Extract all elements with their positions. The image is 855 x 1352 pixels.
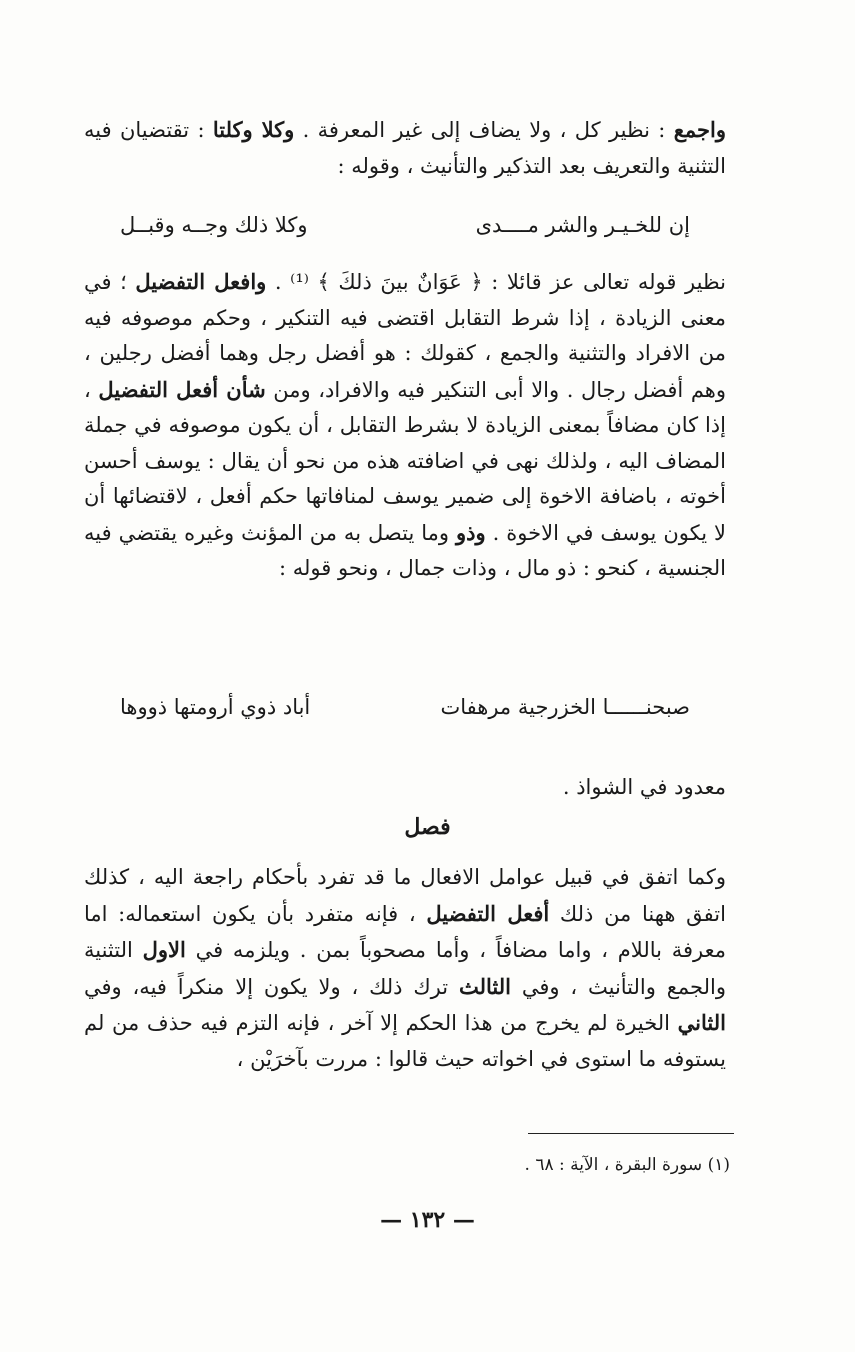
term-dhu: وذو <box>456 519 486 545</box>
verse-2-hemistich-1: صبحنــــــا الخزرجية مرهفات <box>440 695 690 719</box>
para2-text3: ، إذا كان مضافاً بمعنى الزيادة لا بشرط التقابل ، أن يكون موصوفه في جملة المضاف اليه ، ولذلك نهى في اضافته هذه من نحو أن يقال : يوسف أحسن أخوته ، باضافة الاخوة إلى ضمير يوسف لمنافاتها حكم أفعل ، لاقتضائها أن لا يكون يوسف في الاخوة . <box>84 377 726 545</box>
term-wajmaa: واجمع <box>673 117 726 142</box>
page-number: — ١٣٢ — <box>380 1207 475 1233</box>
term-thani: الثاني <box>677 1010 726 1035</box>
footnote: (١) سورة البقرة ، الآية : ٦٨ . <box>524 1155 730 1175</box>
verse-2-hemistich-2: أباد ذوي أرومتها ذووها <box>120 695 311 719</box>
para4-text2: ، فإنه متفرد بأن يكون استعماله: اما معرفة باللام ، واما مضافاً ، وأما مصحوباً بمن . ويلزمه في <box>84 901 727 962</box>
para2-text4: وما يتصل به من المؤنث وغيره يقتضي فيه الجنسية ، كنحو : ذو مال ، وذات جمال ، ونحو قوله : <box>84 520 726 580</box>
paragraph-4 <box>84 860 726 1077</box>
para4-text5: الخيرة لم يخرج من هذا الحكم إلا آخر ، فإنه التزم فيه حذف من لم يستوفه ما استوى في اخواته حيث قالوا : مررت بآخرَيْن ، <box>84 1011 726 1071</box>
para1-text2: : تقتضيان فيه التثنية والتعريف بعد التذكير والتأنيث ، وقوله : <box>84 118 726 178</box>
footnote-divider <box>528 1133 734 1134</box>
para4-text4: ترك ذلك ، ولا يكون إلا منكراً فيه، وفي <box>84 974 459 999</box>
para4-text3: التثنية والجمع والتأنيث ، وفي <box>84 938 726 999</box>
verse-1-hemistich-1: إن للخـيـر والشر مــــدى <box>475 213 690 237</box>
term-shan-afal: شأن أفعل التفضيل <box>98 376 266 402</box>
term-awwal: الاول <box>142 937 186 962</box>
verse-2 <box>120 690 690 725</box>
term-kila-kilta: وكلا وكلتا <box>212 117 295 142</box>
paragraph-3 <box>84 770 726 806</box>
para4-text1: وكما اتفق في قبيل عوامل الافعال ما قد تفرد بأحكام راجعة اليه ، كذلك اتفق ههنا من ذلك <box>84 865 726 926</box>
term-afal-tafdil: وافعل التفضيل <box>135 269 267 294</box>
verse-1 <box>120 208 690 243</box>
para2-text2: ؛ في معنى الزيادة ، إذا شرط التقابل اقتضى فيه التنكير ، وحكم موصوفه فيه من الافراد والتثنية والجمع ، كقولك : هو أفضل رجل وهما أفضل رجلين ، وهم أفضل رجال . والا أبى التنكير فيه والافراد، ومن <box>84 270 727 402</box>
verse-1-hemistich-2: وكلا ذلك وجــه وقبــل <box>120 213 308 237</box>
term-thalith: الثالث <box>458 973 511 999</box>
para1-text1: : نظير كل ، ولا يضاف إلى غير المعرفة . <box>294 118 674 142</box>
paragraph-1 <box>84 112 726 184</box>
term-afal-tafdil-2: أفعل التفضيل <box>426 900 550 926</box>
section-heading: فصل <box>404 814 451 840</box>
paragraph-2 <box>84 264 726 587</box>
para3-text: معدود في الشواذ . <box>562 775 726 799</box>
para2-text1: نظير قوله تعالى عز قائلا : ﴿ عَوَانٌ بينَ ذلكَ ﴾ ⁽¹⁾ . <box>266 270 726 294</box>
